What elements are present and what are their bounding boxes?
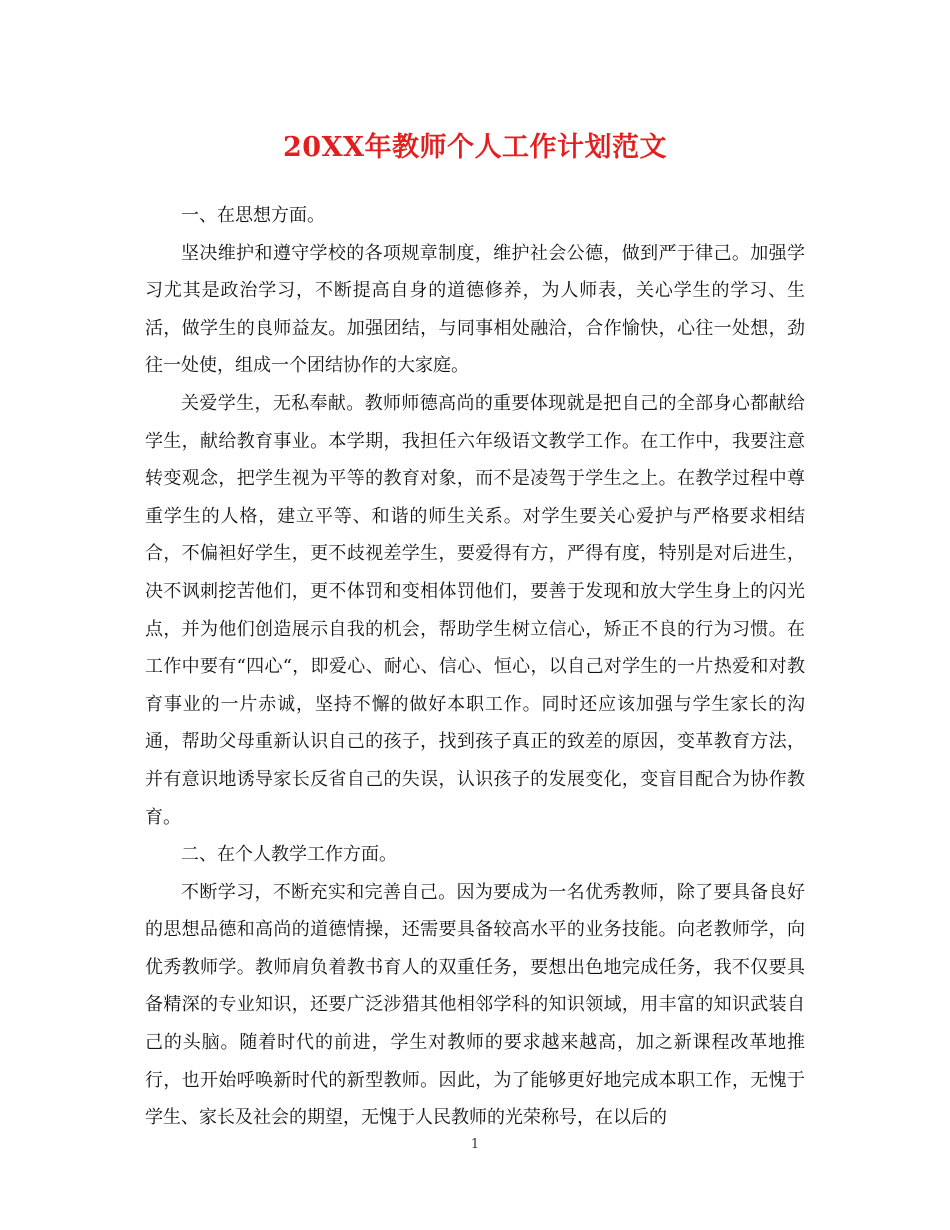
paragraph: 坚决维护和遵守学校的各项规章制度，维护社会公德，做到严于律己。加强学习尤其是政治学习，不断提高自身的道德修养，为人师表，关心学生的学习、生活，做学生的良师益友。加强团结，与同事相处融洽，合作愉快，心往一处想，劲往一处使，组成一个团结协作的大家庭。	[145, 242, 805, 377]
page-number: 1	[470, 1137, 480, 1152]
heading-teaching: 二、在个人教学工作方面。	[181, 844, 397, 866]
heading-ideology: 一、在思想方面。	[181, 205, 325, 226]
document-body	[145, 197, 805, 1129]
paragraph: 关爱学生，无私奉献。教师师德高尚的重要体现就是把自己的全部身心都献给学生，献给教育事业。本学期，我担任六年级语文教学工作。在工作中，我要注意转变观念，把学生视为平等的教育对象，而不是凌驾于学生之上。在教学过程中尊重学生的人格，建立平等、和谐的师生关系。对学生要关心爱护与严格要求相结合，不偏袒好学生，更不歧视差学生，要爱得有方，严得有度，特别是对后进生，决不讽刺挖苦他们，更不体罚和变相体罚他们，要善于发现和放大学生身上的闪光点，并为他们创造展示自我的机会，帮助学生树立信心，矫正不良的行为习惯。在工作中要有“四心“，即爱心、耐心、信心、恒心，以自己对学生的一片热爱和对教育事业的一片赤诚，坚持不懈的做好本职工作。同时还应该加强与学生家长的沟通，帮助父母重新认识自己的孩子，找到孩子真正的致差的原因，变革教育方法，并有意识地诱导家长反省自己的失误，认识孩子的发展变化，变盲目配合为协作教育。	[145, 392, 805, 828]
document-title: 20XX年教师个人工作计划范文	[283, 132, 667, 163]
paragraph: 不断学习，不断充实和完善自己。因为要成为一名优秀教师，除了要具备良好的思想品德和高尚的道德情操，还需要具备较高水平的业务技能。向老教师学，向优秀教师学。教师肩负着教书育人的双重任务，要想出色地完成任务，我不仅要具备精深的专业知识，还要广泛涉猎其他相邻学科的知识领域，用丰富的知识武装自己的头脑。随着时代的前进，学生对教师的要求越来越高，加之新课程改革地推行，也开始呼唤新时代的新型教师。因此，为了能够更好地完成本职工作，无愧于学生、家长及社会的期望，无愧于人民教师的光荣称号，在以后的	[145, 881, 805, 1129]
